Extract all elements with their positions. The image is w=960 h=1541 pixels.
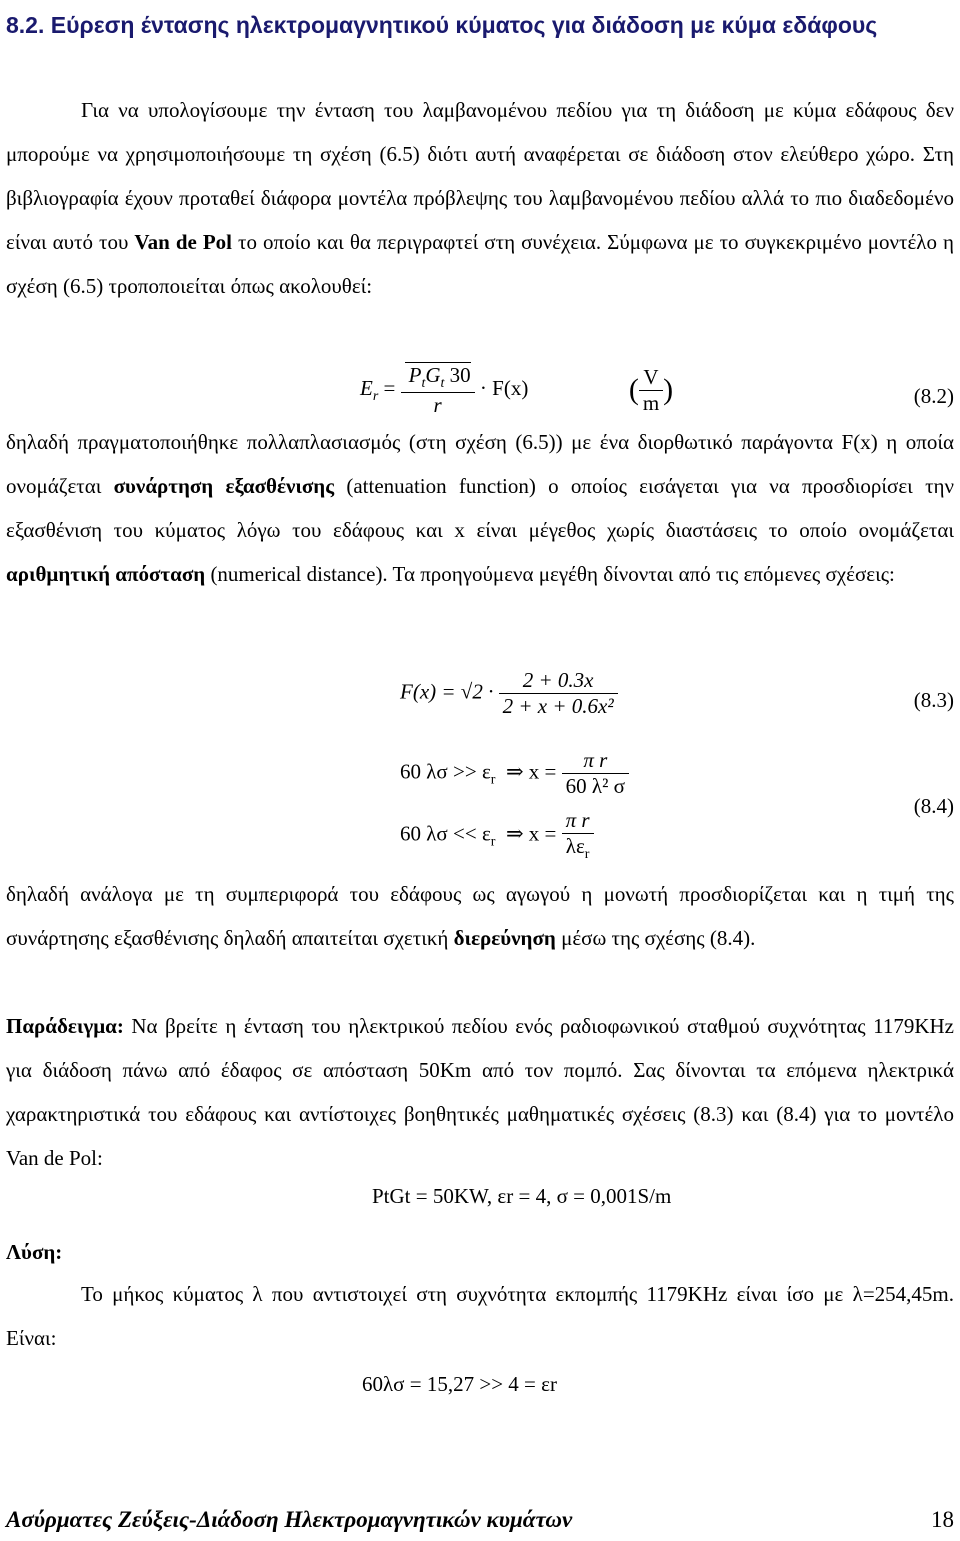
eq84-fraction-1: $\frac{\text{π r}}{\text{60 λ² σ}}$: [562, 748, 629, 799]
attenuation-function-bold: συνάρτηση εξασθένισης: [113, 474, 335, 498]
paragraph-intro-text: Για να υπολογίσουμε την ένταση του λαμβανομένου πεδίου για τη διάδοση με κύμα εδάφους δεν μπορούμε να χρησιμοποιήσουμε τη σχέση (6.5) διότι αυτή αναφέρεται σε διάδοση στον ελεύθερο χώρο. Στη βιβλιογραφία έχουν προταθεί διάφορα μοντέλα πρόβλεψης του λαμβανομένου πεδίου αλλά το πιο διαδεδομένο είναι αυτό του: [6, 98, 954, 254]
equation-8-4-row2: 60 $\lambda\sigma << \varepsilon_r$ ⇒ x = $\frac{\text{π r}}{\lambda\varepsilon_r}$: [400, 808, 594, 863]
section-heading: 8.2. Εύρεση έντασης ηλεκτρομαγνητικού κύματος για διάδοση με κύμα εδάφους: [6, 12, 878, 38]
paragraph-intro: [6, 88, 954, 308]
van-de-pol-bold: Van de Pol: [134, 230, 233, 254]
result-equation: 60λσ = 15,27 >> 4 = εr: [362, 1372, 557, 1396]
paragraph-example: Παράδειγμα: Να βρείτε η ένταση του ηλεκτρικού πεδίου ενός ραδιοφωνικού σταθμού συχνότητας 1179KHz για διάδοση πάνω από έδαφος σε απόσταση 50Km από τον πομπό. Σας δίνονται τα επόμενα ηλεκτρικά χαρακτηριστικά του εδάφους και αντίστοιχες βοηθητικές μαθηματικές σχέσεις (8.3) και (8.4) για το μοντέλο Van de Pol:: [6, 1014, 954, 1170]
page-number: 18: [931, 1507, 954, 1532]
solution-label: Λύση:: [6, 1240, 63, 1264]
eq84-label: (8.4): [913, 794, 954, 818]
paragraph-solution: Το μήκος κύματος λ που αντιστοιχεί στη συχνότητα εκπομπής 1179KHz είναι ίσο με λ=254,45m. Είναι:: [6, 1282, 954, 1350]
given-values: PtGt = 50KW, εr = 4, σ = 0,001S/m: [372, 1184, 672, 1208]
footer-title: Ασύρματες Ζεύξεις-Διάδοση Ηλεκτρομαγνητικών κυμάτων: [6, 1507, 573, 1532]
numerical-distance-bold: αριθμητική απόσταση: [6, 562, 206, 586]
equation-8-3: F(x) = √2 · $\frac{2 + 0.3x}{\text{2 + x + 0.6x²}}$: [400, 668, 618, 719]
paragraph-intro-text-2: το οποίο και θα περιγραφτεί στη συνέχεια. Σύμφωνα με το συγκεκριμένο μοντέλο η σχέση (6.5) τροποποιείται όπως ακολουθεί:: [6, 230, 954, 298]
eq82-fraction: $\frac{P_tG_t 30}{r}$: [401, 362, 475, 418]
eq82-label: (8.2): [913, 384, 954, 408]
eq83-fraction: $\frac{2 + 0.3x}{\text{2 + x + 0.6x²}}$: [499, 668, 618, 719]
sqrt-sign: $P_tG_t$ 30: [405, 362, 471, 392]
eq82-lhs: $E_r$: [360, 375, 379, 405]
eq82-unit: $\frac{V}{m}$: [639, 365, 663, 416]
paragraph-behavior: δηλαδή ανάλογα με τη συμπεριφορά του εδάφους ως αγωγού η μονωτή προσδιορίζεται και η τιμή της συνάρτησης εξασθένισης δηλαδή απαιτείται σχετική διερεύνηση μέσω της σχέσης (8.4).: [6, 882, 954, 950]
eq84-fraction-2: $\frac{\text{π r}}{\lambda\varepsilon_r}$: [562, 808, 594, 863]
eq82-fx: F(x): [492, 375, 529, 400]
equation-8-4-row1: 60 $\lambda\sigma >> \varepsilon_r$ ⇒ x = $\frac{\text{π r}}{\text{60 λ² σ}}$: [400, 748, 629, 799]
investigation-bold: διερεύνηση: [453, 926, 556, 950]
equation-8-2: $E_r$ = $\frac{P_tG_t 30}{r}$ · F(x) ( $\frac{V}{m}$ ): [360, 363, 674, 418]
paragraph-correction: δηλαδή πραγματοποιήθηκε πολλαπλασιασμός (στη σχέση (6.5)) με ένα διορθωτικό παράγοντα F(x) η οποία ονομάζεται συνάρτηση εξασθένισης (attenuation function) ο οποίος εισάγεται για να προσδιορίσει την εξασθένιση του κύματος λόγω του εδάφους και x είναι μέγεθος χωρίς διαστάσεις το οποίο ονομάζεται αριθμητική απόσταση (numerical distance). Τα προηγούμενα μεγέθη δίνονται από τις επόμενες σχέσεις:: [6, 430, 954, 586]
page-footer: [6, 1507, 954, 1533]
eq83-label: (8.3): [913, 688, 954, 712]
example-label: Παράδειγμα:: [6, 1014, 124, 1038]
